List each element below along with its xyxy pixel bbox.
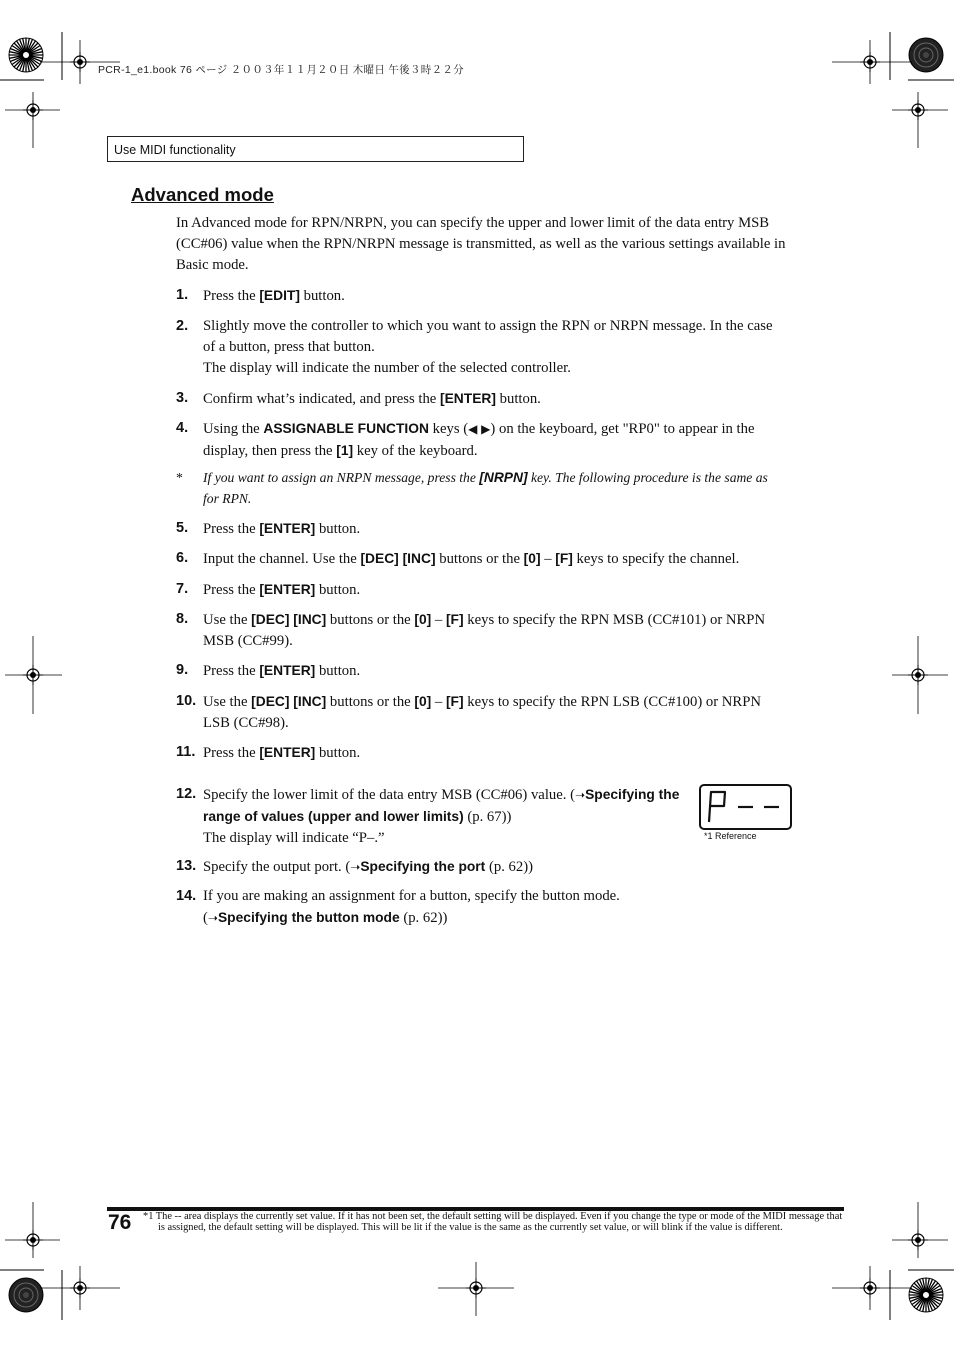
step-11: 11. Press the [ENTER] button. [176,744,361,761]
step-3: 3. Confirm what’s indicated, and press the [ENTER] button. [176,390,541,407]
section-label: Use MIDI functionality [107,136,524,162]
step-13: 13. Specify the output port. (➝Specifying the port (p. 62)) [176,858,534,875]
step-2: 2. Slightly move the controller to which you want to assign the RPN or NRPN message. In the case of a button, press that button. The display will indicate the number of the selected controller. [176,318,773,376]
book-header: PCR-1_e1.book 76 ページ ２００３年１１月２０日 木曜日 午後３時２２分 [98,64,464,76]
step-6: 6. Input the channel. Use the [DEC] [INC] buttons or the [0] – [F] keys to specify the channel. [176,550,740,567]
footnote: *1 The -- area displays the currently set value. If it has not been set, the default setting will be displayed. Even if you change the type or mode of the MIDI message that is assigned, the default setting will be displayed. This will be lit if the value is the same as the currently set value, or will blink if the value is different. [143,1211,843,1233]
left-right-arrows-icon: ◀ ▶ [468,422,491,436]
step-4: 4. Using the ASSIGNABLE FUNCTION keys (◀ ▶) on the keyboard, get "RP0" to appear in the display, then press the [1] key of the keyboard. [176,420,755,459]
step-number: 9. [176,662,189,678]
lcd-reference-label: *1 Reference [704,831,757,841]
reference-arrow-icon: ➝ [350,860,361,874]
cross-reference-link: Specifying the range of values (upper and lower limits) [203,787,680,824]
step-12: 12. Specify the lower limit of the data entry MSB (CC#06) value. (➝Specifying the range of values (upper and lower limits) (p. 67)) The display will indicate “P–.” [176,786,680,846]
step-8: 8. Use the [DEC] [INC] buttons or the [0] – [F] keys to specify the RPN MSB (CC#101) or NRPN MSB (CC#99). [176,611,766,649]
nrpn-key-label: [NRPN] [479,470,528,485]
enter-key-label: [ENTER] [440,391,496,406]
step-number: 13. [176,858,197,874]
step-number: 5. [176,520,189,536]
lcd-segments [701,786,790,828]
intro-paragraph: In Advanced mode for RPN/NRPN, you can specify the upper and lower limit of the data entry MSB (CC#06) value when the RPN/NRPN message is transmitted, as well as the various settings available in Basic mode. [176,215,786,273]
step-number: 14. [176,888,197,904]
nrpn-note: * If you want to assign an NRPN message, press the [NRPN] key. The following procedure is the same as for RPN. [176,470,768,506]
step-number: 12. [176,786,197,802]
step-9: 9. Press the [ENTER] button. [176,662,361,679]
step-number: 7. [176,581,189,597]
step-5: 5. Press the [ENTER] button. [176,520,361,537]
step-10: 10. Use the [DEC] [INC] buttons or the [0] – [F] keys to specify the RPN LSB (CC#100) or NRPN LSB (CC#98). [176,693,761,731]
step-number: 2. [176,318,189,334]
key-1-label: [1] [336,443,354,458]
page-number: 76 [108,1211,132,1234]
assignable-function-label: ASSIGNABLE FUNCTION [263,421,429,436]
lcd-display-illustration [699,784,792,830]
step-number: 6. [176,550,189,566]
step-number: 8. [176,611,189,627]
section-heading: Advanced mode [131,184,274,205]
edit-key-label: [EDIT] [259,288,300,303]
step-number: 4. [176,420,189,436]
reference-arrow-icon: ➝ [575,788,586,802]
reference-arrow-icon: ➝ [207,911,218,925]
step-number: 3. [176,390,189,406]
cross-reference-link: Specifying the button mode [217,910,400,925]
step-number: 10. [176,693,197,709]
step-7: 7. Press the [ENTER] button. [176,581,361,598]
cross-reference-link: Specifying the port [360,859,486,874]
step-number: 1. [176,287,189,303]
step-14: 14. If you are making an assignment for a button, specify the button mode. (➝Specifying the button mode (p. 62)) [176,888,620,926]
step-1: 1. Press the [EDIT] button. [176,287,345,304]
step-number: 11. [176,744,196,760]
